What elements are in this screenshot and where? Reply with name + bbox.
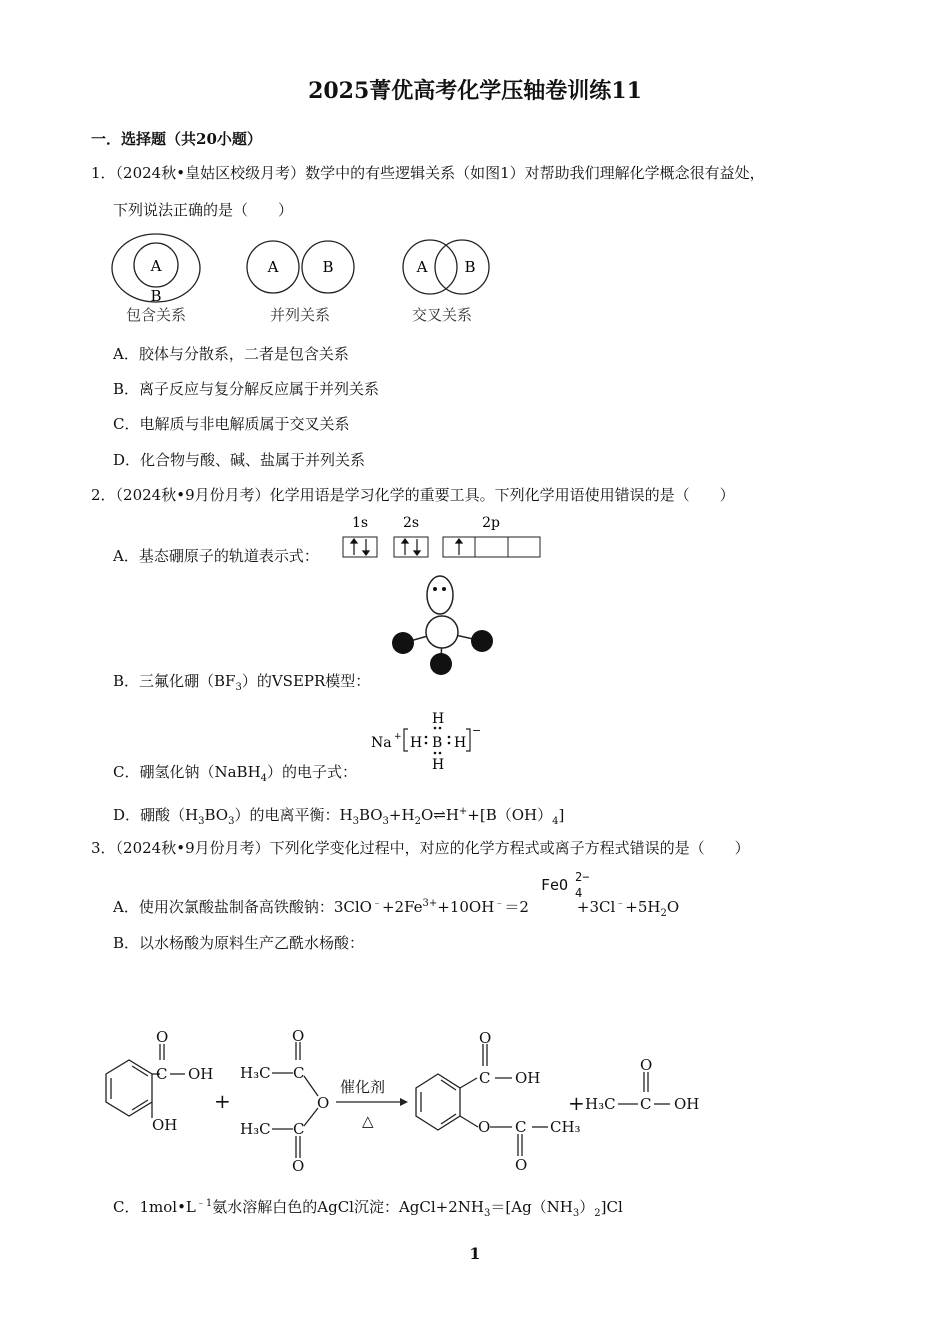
q3-a-t3: +10OH bbox=[437, 898, 495, 916]
acetic-oh: OH bbox=[674, 1095, 700, 1113]
orbital-box-1s bbox=[343, 537, 377, 557]
caption-parallel: 并列关系 bbox=[269, 306, 331, 324]
ferrate-charge: 2− bbox=[575, 870, 590, 884]
catalyst-label: 催化剂 bbox=[340, 1078, 386, 1096]
lewis-h-top: H bbox=[432, 711, 445, 727]
figure-containment bbox=[112, 234, 200, 305]
q2-b-sub: 3 bbox=[235, 682, 242, 693]
ligand-atom-1 bbox=[392, 632, 414, 654]
acetic-anhydride bbox=[272, 1042, 318, 1158]
q3-a-sup4: ﹣ bbox=[615, 898, 626, 909]
q3-c-sub3: 2 bbox=[594, 1208, 601, 1219]
orbital-diagram bbox=[338, 512, 548, 562]
intersection-label-a: A bbox=[416, 258, 428, 276]
ferrate-feo: FeO bbox=[541, 876, 569, 894]
q3-a-t2: +2Fe bbox=[381, 898, 423, 916]
orbital-box-2p-3 bbox=[508, 537, 540, 557]
q2-d-t3: ）的电离平衡：H bbox=[234, 806, 353, 824]
parallel-label-a: A bbox=[267, 258, 279, 276]
salicylic-phenol-oh: OH bbox=[152, 1116, 178, 1134]
q2-c-sub: 4 bbox=[260, 773, 268, 784]
page-title: 2025菁优高考化学压轴卷训练11 bbox=[308, 78, 642, 104]
parallel-label-b: B bbox=[322, 258, 334, 276]
q2-c-text-end: ）的电子式： bbox=[267, 763, 358, 781]
q2-c-text: C．硼氢化钠（NaBH bbox=[113, 763, 261, 781]
ligand-atom-3 bbox=[430, 653, 452, 675]
q3-a-t7: O bbox=[666, 898, 680, 916]
aspirin-oh: OH bbox=[515, 1069, 541, 1087]
aspirin-c-acid: C bbox=[479, 1069, 491, 1087]
q3-c-sub1: 3 bbox=[484, 1208, 491, 1219]
acetic-o: O bbox=[640, 1056, 653, 1074]
q2-d-t1: D．硼酸（H bbox=[113, 806, 199, 824]
q1-stem-text: （2024秋•皇姑区校级月考）数学中的有些逻辑关系（如图1）对帮助我们理解化学概念很有益处， bbox=[115, 164, 765, 182]
q2-d-s2: 3 bbox=[228, 816, 235, 827]
lewis-na-charge: + bbox=[394, 732, 402, 742]
q3-a-t1: A．使用次氯酸盐制备高铁酸钠：3ClO bbox=[113, 898, 372, 916]
q1-option-b[interactable]: B．离子反应与复分解反应属于并列关系 bbox=[113, 380, 380, 398]
anhydride-o-top: O bbox=[292, 1027, 305, 1045]
q3-a-sup1: ﹣ bbox=[371, 898, 382, 909]
salicylic-c: C bbox=[156, 1065, 168, 1083]
orbital-box-2s bbox=[394, 537, 428, 557]
figure-intersection bbox=[403, 240, 489, 294]
aspirin-o-acid: O bbox=[479, 1029, 492, 1047]
anhydride-ch3-top: H₃C bbox=[240, 1064, 271, 1082]
lewis-b: B bbox=[432, 735, 443, 751]
q3-stem-text: （2024秋•9月份月考）下列化学变化过程中，对应的化学方程式或离子方程式错误的是（ ） bbox=[115, 839, 750, 857]
q3-number: 3． bbox=[91, 839, 116, 857]
salicylic-o: O bbox=[156, 1028, 169, 1046]
salicylic-acid bbox=[106, 1044, 185, 1118]
nabh4-lewis-structure bbox=[368, 706, 488, 774]
q2-stem bbox=[91, 485, 735, 505]
q3-c-sub2: 3 bbox=[572, 1208, 580, 1219]
caption-containment: 包含关系 bbox=[125, 306, 187, 324]
q2-stem-text: （2024秋•9月份月考）化学用语是学习化学的重要工具。下列化学用语使用错误的是（ ） bbox=[115, 486, 735, 504]
acetylation-reaction-scheme bbox=[80, 1022, 720, 1182]
q2-d-sup: + bbox=[458, 806, 468, 817]
q3-a-t4: ＝2 bbox=[504, 898, 529, 916]
q1-option-d[interactable]: D．化合物与酸、碱、盐属于并列关系 bbox=[113, 451, 366, 469]
q1-logic-figure bbox=[100, 230, 520, 330]
anhydride-ch3-bottom: H₃C bbox=[240, 1120, 271, 1138]
q2-option-c[interactable] bbox=[113, 762, 357, 789]
ligand-atom-2 bbox=[471, 630, 493, 652]
q3-option-b[interactable]: B．以水杨酸为原料生产乙酰水杨酸： bbox=[113, 934, 365, 952]
q1-option-a[interactable]: A．胶体与分散系，二者是包含关系 bbox=[113, 345, 349, 363]
aspirin-ester-o: O bbox=[478, 1118, 491, 1136]
q3-a-sup2: 3+ bbox=[422, 898, 438, 909]
q2-d-s1: 3 bbox=[198, 816, 205, 827]
heat-symbol: △ bbox=[362, 1112, 374, 1130]
lewis-h-left: H bbox=[410, 735, 423, 751]
q3-c-t1: C．1mol•L bbox=[113, 1198, 196, 1216]
q2-d-t2: BO bbox=[204, 806, 229, 824]
central-atom bbox=[426, 616, 458, 648]
section-heading: 一．选择题（共20小题） bbox=[91, 130, 262, 148]
q1-number: 1． bbox=[91, 164, 116, 182]
plus-1: + bbox=[214, 1089, 231, 1113]
q2-d-s6: 4 bbox=[552, 816, 559, 827]
q3-c-t3: ＝[Ag（NH bbox=[490, 1198, 573, 1216]
q3-c-t2: 氨水溶解白色的AgCl沉淀：AgCl+2NH bbox=[212, 1198, 485, 1216]
intersection-label-b: B bbox=[464, 258, 476, 276]
q3-a-sup3: ﹣ bbox=[494, 898, 505, 909]
q3-a-t6: +5H bbox=[625, 898, 661, 916]
q2-b-text-end: ）的VSEPR模型： bbox=[241, 672, 371, 690]
page-number: 1 bbox=[469, 1244, 481, 1263]
q2-option-a[interactable]: A．基态硼原子的轨道表示式： bbox=[113, 547, 319, 565]
q3-stem bbox=[91, 838, 750, 858]
containment-label-b: B bbox=[150, 287, 162, 305]
q2-d-t7: +[B（OH） bbox=[467, 806, 553, 824]
lewis-charge: − bbox=[472, 724, 482, 737]
q2-d-s3: 3 bbox=[352, 816, 359, 827]
q2-d-t4: BO bbox=[358, 806, 383, 824]
acetic-h3c: H₃C bbox=[585, 1095, 616, 1113]
q1-option-c[interactable]: C．电解质与非电解质属于交叉关系 bbox=[113, 415, 350, 433]
aspirin-o-ester: O bbox=[515, 1156, 528, 1174]
q2-number: 2． bbox=[91, 486, 116, 504]
aspirin bbox=[416, 1044, 548, 1156]
caption-intersection: 交叉关系 bbox=[411, 306, 473, 324]
lewis-na: Na bbox=[371, 735, 392, 751]
q2-d-s5: 2 bbox=[414, 816, 421, 827]
q3-option-c[interactable] bbox=[113, 1194, 623, 1224]
orbital-label-2s: 2s bbox=[402, 515, 420, 531]
lewis-h-bottom: H bbox=[432, 757, 445, 773]
aspirin-ch3: CH₃ bbox=[550, 1118, 581, 1136]
salicylic-cooh-oh: OH bbox=[188, 1065, 214, 1083]
anhydride-o-bottom: O bbox=[292, 1157, 305, 1175]
containment-label-a: A bbox=[150, 257, 162, 275]
vsepr-model bbox=[385, 572, 505, 680]
anhydride-c-bottom: C bbox=[293, 1120, 305, 1138]
orbital-label-2p: 2p bbox=[482, 515, 500, 531]
plus-2: + bbox=[568, 1091, 585, 1115]
acetic-c: C bbox=[640, 1095, 652, 1113]
aspirin-c-ester: C bbox=[515, 1118, 527, 1136]
lone-pair-lobe bbox=[427, 576, 453, 614]
q3-a-sub5: 2 bbox=[660, 908, 667, 919]
q3-c-sup: ﹣1 bbox=[195, 1198, 213, 1209]
orbital-label-1s: 1s bbox=[351, 515, 369, 531]
q1-stem-line2: 下列说法正确的是（ ） bbox=[113, 201, 294, 219]
anhydride-c-top: C bbox=[293, 1064, 305, 1082]
q3-c-t5: ]Cl bbox=[600, 1198, 623, 1216]
anhydride-bridge-o: O bbox=[317, 1094, 330, 1112]
q2-d-t8: ] bbox=[558, 806, 565, 824]
q3-c-t4: ） bbox=[579, 1198, 595, 1216]
ferrate-formula bbox=[541, 870, 590, 900]
ferrate-subscript: 4 bbox=[575, 886, 583, 900]
q2-b-text: B．三氟化硼（BF bbox=[113, 672, 236, 690]
q3-option-a[interactable] bbox=[113, 894, 679, 924]
lewis-h-right: H bbox=[454, 735, 467, 751]
q1-stem-line1 bbox=[91, 163, 765, 183]
figure-parallel bbox=[247, 241, 354, 293]
q2-option-b[interactable] bbox=[113, 671, 370, 698]
q2-d-t6: O⇌H bbox=[420, 806, 459, 824]
q2-d-t5: +H bbox=[388, 806, 415, 824]
orbital-box-2p-2 bbox=[475, 537, 508, 557]
q2-d-s4: 3 bbox=[382, 816, 389, 827]
q2-option-d[interactable] bbox=[113, 802, 564, 832]
q3-a-t5: +3Cl bbox=[576, 898, 616, 916]
